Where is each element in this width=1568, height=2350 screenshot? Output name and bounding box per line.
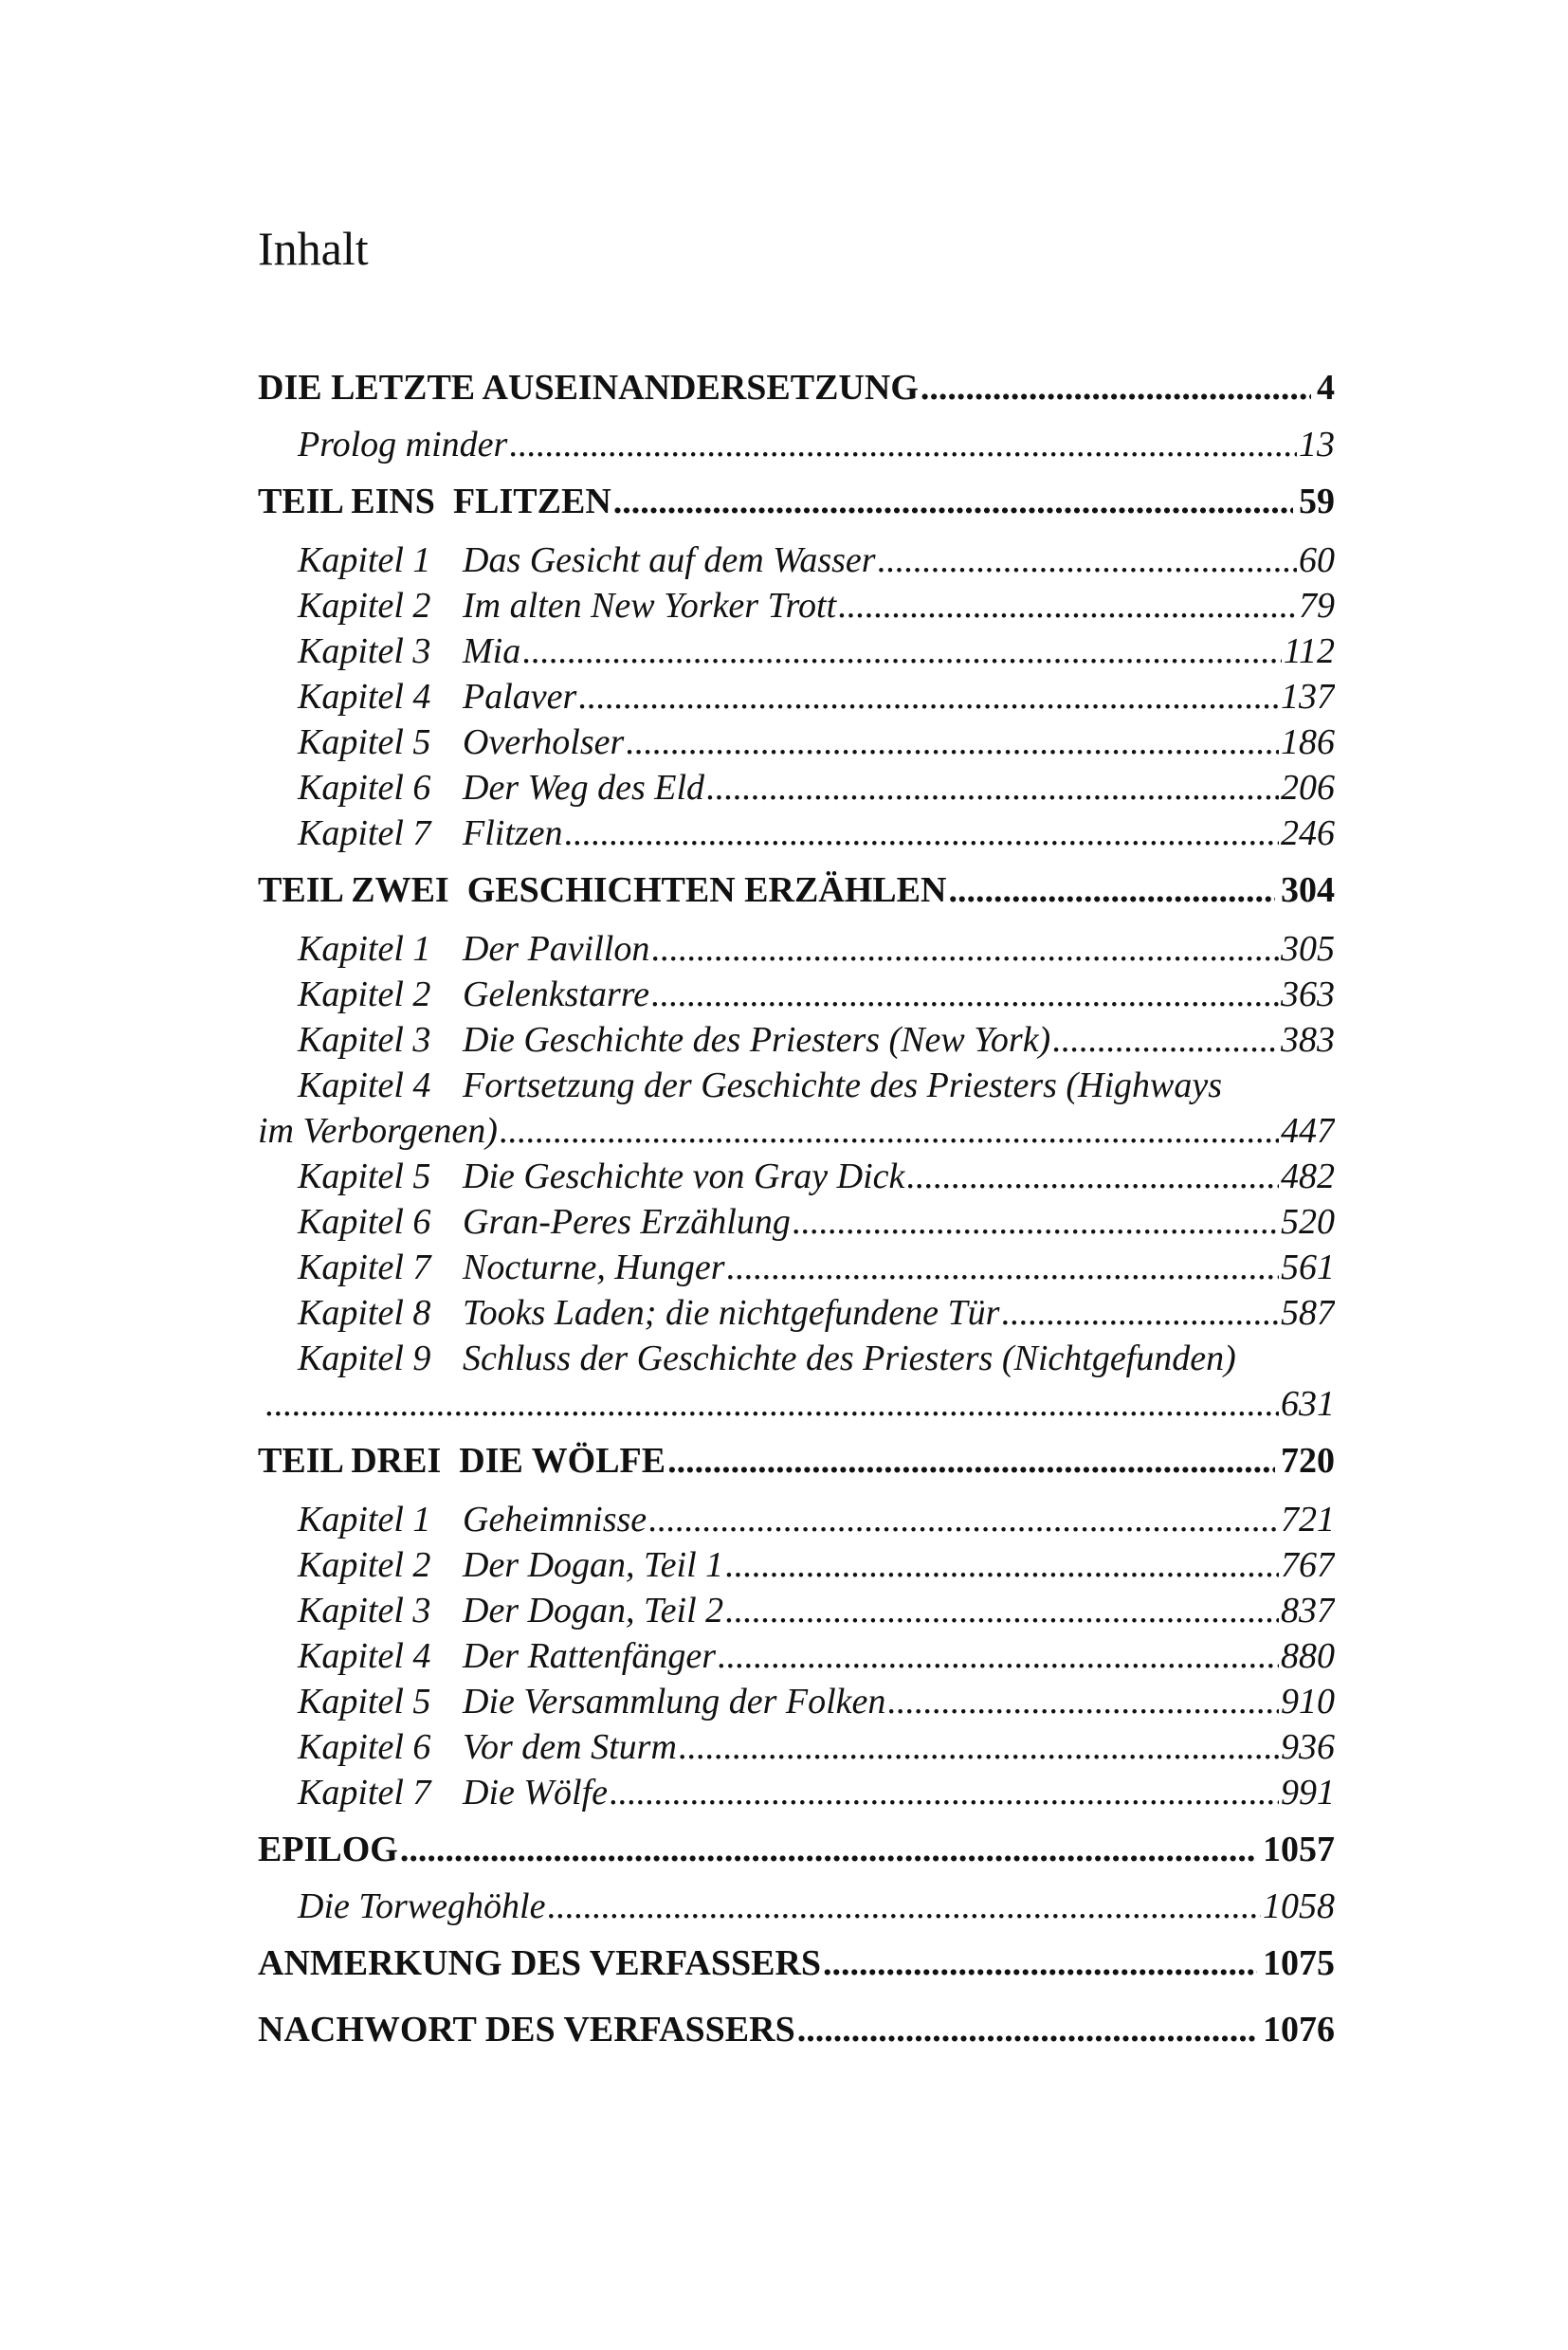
toc-chapter-label: Kapitel 3 [298, 631, 431, 671]
toc-page-number: 1075 [1263, 1943, 1335, 1983]
toc-entry-title: Der Rattenfänger [463, 1636, 717, 1676]
toc-page-number: 1057 [1263, 1830, 1335, 1869]
toc-entry-title: Die Wölfe [463, 1773, 609, 1813]
toc-chapter-entry[interactable] [258, 720, 1335, 765]
toc-entry-title: Tooks Laden; die nichtgefundene Tür [463, 1293, 1000, 1333]
leader-dots [797, 2007, 1257, 2052]
toc-entry-title: Der Dogan, Teil 2 [463, 1591, 724, 1630]
leader-dots [906, 1154, 1279, 1199]
toc-page-number: 1076 [1263, 2010, 1335, 2049]
toc-entry-title: Der Dogan, Teil 1 [463, 1545, 724, 1585]
toc-page-number: 482 [1281, 1157, 1335, 1196]
toc-chapter-entry[interactable] [258, 1290, 1335, 1336]
leader-dots [718, 1633, 1279, 1679]
toc-chapter-label: Kapitel 5 [298, 722, 431, 762]
toc-chapter-label: Kapitel 9 [298, 1339, 431, 1378]
toc-part-title: ANMERKUNG DES VERFASSERS [258, 1943, 822, 1983]
leader-dots [706, 765, 1279, 811]
toc-chapter-label: Kapitel 4 [298, 677, 431, 717]
leader-dots [400, 1827, 1257, 1872]
toc-chapter-entry[interactable] [258, 811, 1335, 856]
toc-part-title: DIE LETZTE AUSEINANDERSETZUNG [258, 368, 919, 408]
toc-chapter-label: Kapitel 3 [298, 1591, 431, 1630]
toc-chapter-entry[interactable] [258, 1199, 1335, 1245]
toc-page-number: 910 [1281, 1682, 1335, 1722]
toc-entry-title: Gelenkstarre [463, 975, 649, 1014]
toc-part-two[interactable] [258, 867, 1335, 913]
toc-entry[interactable] [258, 422, 1335, 467]
toc-entry-title: Overholser [463, 722, 625, 762]
toc-chapter-label: Kapitel 1 [298, 929, 431, 969]
toc-part-title: TEIL EINS FLITZEN [258, 482, 611, 521]
toc-page-number: 383 [1281, 1020, 1335, 1060]
toc-chapter-label: Kapitel 1 [298, 1500, 431, 1539]
toc-page-number: 520 [1281, 1202, 1335, 1242]
toc-page-number: 991 [1281, 1773, 1335, 1813]
leader-dots [921, 365, 1311, 410]
toc-chapter-entry[interactable] [258, 1588, 1335, 1633]
toc-page-number: 304 [1281, 870, 1335, 910]
toc-page-number: 721 [1281, 1500, 1335, 1539]
toc-part-three[interactable] [258, 1438, 1335, 1484]
leader-dots [500, 1108, 1279, 1154]
toc-page-number: 587 [1281, 1293, 1335, 1333]
toc-chapter-entry[interactable] [258, 1724, 1335, 1770]
toc-page-number: 186 [1281, 722, 1335, 762]
leader-dots [613, 479, 1293, 524]
toc-chapter-entry[interactable] [258, 1017, 1335, 1063]
toc-entry-title: Der Pavillon [463, 929, 650, 969]
toc-chapter-label: Kapitel 1 [298, 540, 431, 580]
toc-chapter-entry[interactable] [258, 583, 1335, 628]
leader-dots [878, 537, 1297, 583]
toc-chapter-entry[interactable] [258, 972, 1335, 1017]
toc-part-title: TEIL ZWEI GESCHICHTEN ERZÄHLEN [258, 870, 947, 910]
table-of-contents [258, 365, 1335, 2052]
toc-page-number: 112 [1283, 631, 1335, 671]
leader-dots [651, 926, 1279, 972]
toc-chapter-label: Kapitel 7 [298, 1248, 431, 1287]
toc-page-number: 720 [1281, 1441, 1335, 1481]
toc-part-title: TEIL DREI DIE WÖLFE [258, 1441, 666, 1481]
toc-chapter-entry[interactable] [258, 1542, 1335, 1588]
toc-chapter-label: Kapitel 5 [298, 1682, 431, 1722]
toc-chapter-entry[interactable] [258, 1679, 1335, 1724]
toc-entry-wrapped[interactable] [258, 1336, 1335, 1381]
toc-chapter-label: Kapitel 2 [298, 586, 431, 626]
toc-part-title: NACHWORT DES VERFASSERS [258, 2010, 795, 2049]
toc-chapter-label: Kapitel 5 [298, 1157, 431, 1196]
toc-page-number: 447 [1281, 1111, 1335, 1151]
toc-page-number: 305 [1281, 929, 1335, 969]
leader-dots [509, 422, 1297, 467]
toc-part-prologue[interactable] [258, 365, 1335, 410]
toc-entry-title: Die Geschichte des Priesters (New York) [463, 1020, 1051, 1060]
toc-entry-title: Flitzen [463, 813, 563, 853]
leader-dots [727, 1245, 1279, 1290]
toc-page-number: 59 [1299, 482, 1335, 521]
leader-dots [648, 1497, 1279, 1542]
toc-chapter-label: Kapitel 3 [298, 1020, 431, 1060]
toc-chapter-entry[interactable] [258, 1770, 1335, 1815]
toc-entry-wrapped[interactable] [258, 1063, 1335, 1108]
toc-entry-title: Mia [463, 631, 521, 671]
toc-page-number: 79 [1299, 586, 1335, 626]
toc-chapter-entry[interactable] [258, 628, 1335, 674]
toc-chapter-label: Kapitel 4 [298, 1066, 431, 1105]
toc-part-author-note[interactable] [258, 1940, 1335, 1986]
leader-dots [265, 1381, 1279, 1427]
toc-chapter-label: Kapitel 4 [298, 1636, 431, 1676]
toc-page-number: 60 [1299, 540, 1335, 580]
leader-dots [667, 1438, 1275, 1484]
toc-entry-title: Geheimnisse [463, 1500, 647, 1539]
toc-entry-title: Gran-Peres Erzählung [463, 1202, 791, 1242]
leader-dots [887, 1679, 1279, 1724]
toc-chapter-entry[interactable] [258, 1633, 1335, 1679]
toc-entry-continuation[interactable] [258, 1381, 1335, 1427]
toc-page-number: 631 [1281, 1384, 1335, 1424]
toc-entry[interactable] [258, 1884, 1335, 1929]
toc-chapter-label: Kapitel 6 [298, 1727, 431, 1767]
toc-page-number: 246 [1281, 813, 1335, 853]
leader-dots [1052, 1017, 1279, 1063]
toc-chapter-entry[interactable] [258, 537, 1335, 583]
toc-entry-title: Die Geschichte von Gray Dick [463, 1157, 905, 1196]
toc-page-number: 363 [1281, 975, 1335, 1014]
leader-dots [522, 628, 1282, 674]
toc-entry-title: Im alten New Yorker Trott [463, 586, 837, 626]
toc-chapter-label: Kapitel 7 [298, 1773, 431, 1813]
toc-entry-title: Die Versammlung der Folken [463, 1682, 886, 1722]
toc-page-number: 936 [1281, 1727, 1335, 1767]
toc-entry-title: Nocturne, Hunger [463, 1248, 725, 1287]
leader-dots [626, 720, 1279, 765]
toc-entry-title: Das Gesicht auf dem Wasser [463, 540, 876, 580]
leader-dots [948, 867, 1275, 913]
toc-page-number: 4 [1317, 368, 1335, 408]
toc-part-afterword[interactable] [258, 2007, 1335, 2052]
toc-entry-title: Fortsetzung der Geschichte des Priesters (Highways [463, 1066, 1223, 1105]
toc-chapter-entry[interactable] [258, 674, 1335, 720]
toc-chapter-entry[interactable] [258, 926, 1335, 972]
toc-page-number: 561 [1281, 1248, 1335, 1287]
leader-dots [725, 1588, 1279, 1633]
page-title: Inhalt [258, 222, 369, 275]
leader-dots [679, 1724, 1279, 1770]
toc-page-number: 137 [1281, 677, 1335, 717]
leader-dots [547, 1884, 1261, 1929]
toc-entry-continuation[interactable] [258, 1108, 1335, 1154]
toc-chapter-label: Kapitel 6 [298, 768, 431, 808]
leader-dots [651, 972, 1279, 1017]
toc-page-number: 13 [1299, 425, 1335, 465]
leader-dots [838, 583, 1297, 628]
toc-chapter-entry[interactable] [258, 1497, 1335, 1542]
toc-chapter-label: Kapitel 2 [298, 975, 431, 1014]
leader-dots [578, 674, 1279, 720]
toc-page-number: 880 [1281, 1636, 1335, 1676]
leader-dots [610, 1770, 1279, 1815]
toc-page-number: 1058 [1263, 1886, 1335, 1926]
leader-dots [823, 1940, 1257, 1986]
toc-chapter-label: Kapitel 7 [298, 813, 431, 853]
toc-chapter-label: Kapitel 2 [298, 1545, 431, 1585]
toc-part-epilog[interactable] [258, 1827, 1335, 1872]
toc-chapter-entry[interactable] [258, 765, 1335, 811]
toc-chapter-entry[interactable] [258, 1245, 1335, 1290]
toc-page-number: 767 [1281, 1545, 1335, 1585]
toc-page-number: 837 [1281, 1591, 1335, 1630]
toc-chapter-label: Kapitel 8 [298, 1293, 431, 1333]
leader-dots [725, 1542, 1279, 1588]
toc-part-one[interactable] [258, 479, 1335, 524]
toc-chapter-entry[interactable] [258, 1154, 1335, 1199]
leader-dots [793, 1199, 1279, 1245]
toc-entry-title-continued: im Verborgenen) [258, 1111, 498, 1151]
leader-dots [1001, 1290, 1279, 1336]
toc-entry-title: Der Weg des Eld [463, 768, 705, 808]
toc-entry-title: Palaver [463, 677, 577, 717]
toc-entry-title: Prolog minder [298, 425, 508, 465]
toc-page-number: 206 [1281, 768, 1335, 808]
toc-entry-title: Schluss der Geschichte des Priesters (Nichtgefunden) [463, 1339, 1236, 1378]
toc-entry-title: Vor dem Sturm [463, 1727, 677, 1767]
toc-chapter-label: Kapitel 6 [298, 1202, 431, 1242]
leader-dots [565, 811, 1279, 856]
toc-entry-title: Die Torweghöhle [298, 1886, 546, 1926]
toc-part-title: EPILOG [258, 1830, 398, 1869]
